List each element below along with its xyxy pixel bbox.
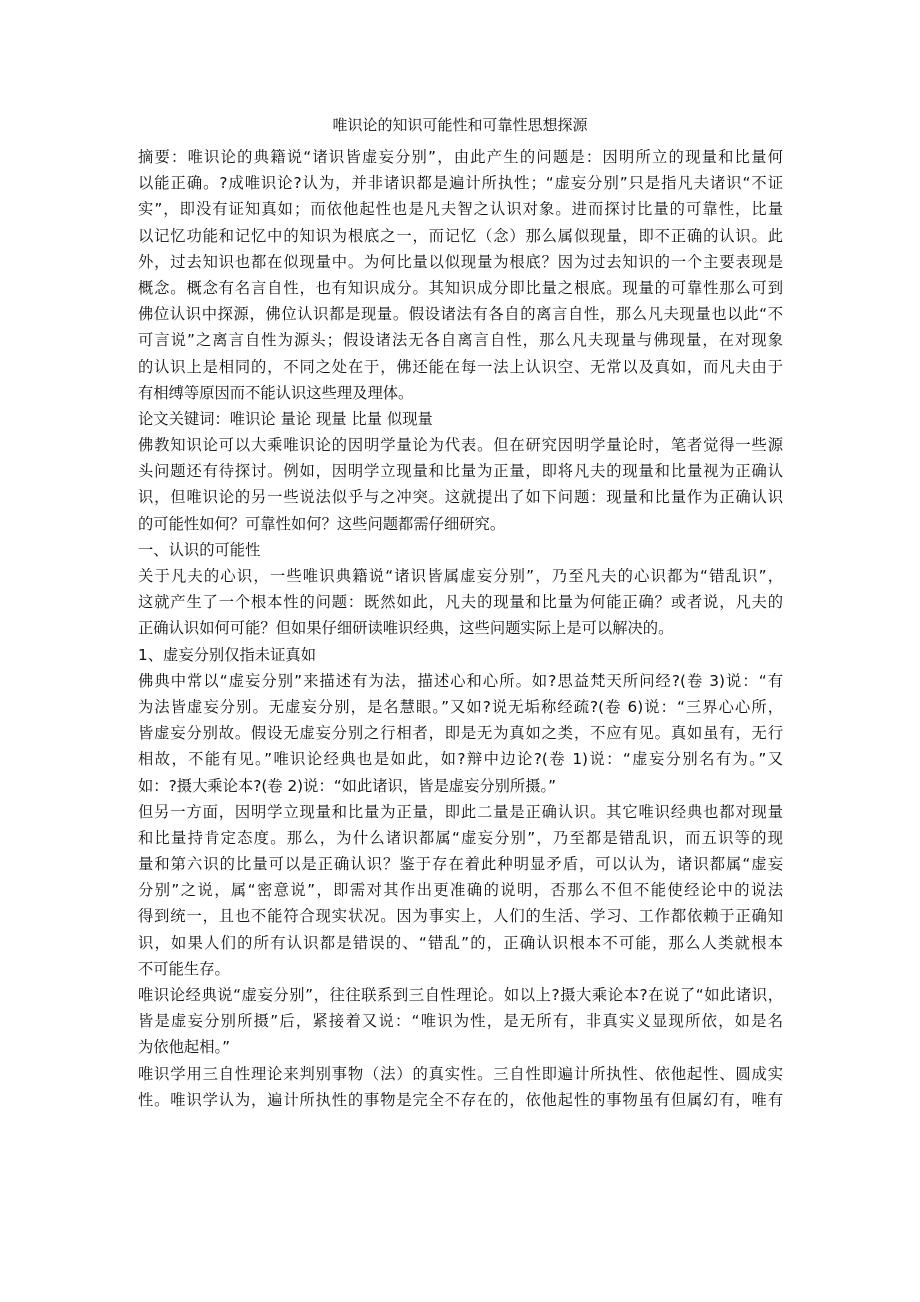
text-line: 分别”之说，属“密意说”，即需对其作出更准确的说明，否那么不但不能使经论中的说法 bbox=[138, 881, 783, 900]
text-line: 论文关键词：唯识论 量论 现量 比量 似现量 bbox=[138, 409, 433, 428]
text-line: 摘要：唯识论的典籍说“诸识皆虚妄分别”，由此产生的问题是：因明所立的现量和比量何 bbox=[138, 148, 783, 166]
paragraph bbox=[138, 642, 783, 668]
text-line: 头问题还有待探讨。例如，因明学立现量和比量为正量，即将凡夫的现量和比量视为正确认 bbox=[138, 462, 783, 481]
document-title: 唯识论的知识可能性和可靠性思想探源 bbox=[332, 116, 588, 134]
paragraph bbox=[138, 668, 783, 799]
text-line: 佛位认识中探源，佛位认识都是现量。假设诸法有各自的离言自性，那么凡夫现量也以此“不 bbox=[138, 305, 783, 324]
text-line: 以记忆功能和记忆中的知识为根底之一，而记忆（念）那么属似现量，即不正确的认识。此 bbox=[138, 226, 783, 245]
paragraph bbox=[138, 1061, 783, 1113]
text-line: 识，如果人们的所有认识都是错误的、“错乱”的，正确认识根本不可能，那么人类就根本 bbox=[138, 933, 783, 952]
text-line: 唯识学用三自性理论来判别事物（法）的真实性。三自性即遍计所执性、依他起性、圆成实 bbox=[138, 1064, 783, 1083]
text-line: 关于凡夫的心识，一些唯识典籍说“诸识皆属虚妄分别”，乃至凡夫的心识都为“错乱识”， bbox=[138, 567, 783, 585]
text-line: 佛教知识论可以大乘唯识论的因明学量论为代表。但在研究因明学量论时，笔者觉得一些源 bbox=[138, 436, 783, 455]
text-line: 得到统一，且也不能符合现实状况。因为事实上，人们的生活、学习、工作都依赖于正确知 bbox=[138, 907, 783, 926]
text-line: 1、虚妄分别仅指未证真如 bbox=[138, 645, 316, 664]
text-line: 这就产生了一个根本性的问题：既然如此，凡夫的现量和比量为何能正确？或者说，凡夫的 bbox=[138, 593, 783, 612]
text-line: 但另一方面，因明学立现量和比量为正量，即此二量是正确认识。其它唯识经典也都对现量 bbox=[138, 802, 783, 821]
text-line: 外，过去知识也都在似现量中。为何比量以似现量为根底？因为过去知识的一个主要表现是 bbox=[138, 252, 783, 271]
text-line: 佛典中常以“虚妄分别”来描述有为法，描述心和心所。如?思益梵天所问经?(卷 3)说：“有 bbox=[138, 671, 783, 690]
paragraph bbox=[138, 406, 783, 432]
text-line: 不可能生存。 bbox=[138, 959, 230, 978]
text-line: 如：?摄大乘论本?(卷 2)说：“如此诸识，皆是虚妄分别所摄。” bbox=[138, 776, 557, 795]
paragraph bbox=[138, 537, 783, 563]
text-line: 一、认识的可能性 bbox=[138, 540, 261, 559]
text-line: 和比量持肯定态度。那么，为什么诸识都属“虚妄分别”，乃至都是错乱识，而五识等的现 bbox=[138, 828, 783, 847]
text-line: 有相缚等原因而不能认识这些理及理体。 bbox=[138, 383, 414, 402]
text-line: 量和第六识的比量可以是正确认识？鉴于存在着此种明显矛盾，可以认为，诸识都属“虚妄 bbox=[138, 855, 783, 874]
text-line: 皆虚妄分别故。假设无虚妄分别之行相者，即是无为真如之类，不应有见。真如虽有，无行 bbox=[138, 724, 783, 743]
text-line: 性。唯识学认为，遍计所执性的事物是完全不存在的，依他起性的事物虽有但属幻有，唯有 bbox=[138, 1090, 783, 1109]
paragraph bbox=[138, 982, 783, 1061]
paragraph bbox=[138, 799, 783, 982]
text-line: 正确认识如何可能？但如果仔细研读唯识经典，这些问题实际上是可以解决的。 bbox=[138, 619, 674, 638]
text-line: 识，但唯识论的另一些说法似乎与之冲突。这就提出了如下问题：现量和比量作为正确认识 bbox=[138, 488, 783, 507]
text-line: 为法皆虚妄分别。无虚妄分别，是名慧眼。”又如?说无垢称经疏?(卷 6)说：“三界心心所， bbox=[138, 697, 783, 716]
paragraph bbox=[138, 432, 783, 537]
paragraph bbox=[138, 563, 783, 642]
text-line: 皆是虚妄分别所摄”后，紧接着又说：“唯识为性，是无所有，非真实义显现所依，如是名 bbox=[138, 1012, 783, 1031]
text-line: 为依他起相。” bbox=[138, 1038, 231, 1057]
text-line: 的可能性如何？可靠性如何？这些问题都需仔细研究。 bbox=[138, 514, 506, 533]
text-line: 唯识论经典说“虚妄分别”，往往联系到三自性理论。如以上?摄大乘论本?在说了“如此诸识， bbox=[138, 986, 783, 1004]
text-line: 的认识上是相同的，不同之处在于，佛还能在每一法上认识空、无常以及真如，而凡夫由于 bbox=[138, 357, 783, 376]
text-line: 相故，不能有见。”唯识论经典也是如此，如?辩中边论?(卷 1)说：“虚妄分别名有为。”又 bbox=[138, 750, 783, 769]
document-body bbox=[138, 144, 783, 1113]
text-line: 实”，即没有证知真如；而依他起性也是凡夫智之认识对象。进而探讨比量的可靠性，比量 bbox=[138, 200, 783, 219]
text-line: 概念。概念有名言自性，也有知识成分。其知识成分即比量之根底。现量的可靠性那么可到 bbox=[138, 278, 783, 297]
paragraph bbox=[138, 144, 783, 406]
text-line: 以能正确。?成唯识论?认为，并非诸识都是遍计所执性；“虚妄分别”只是指凡夫诸识“不证 bbox=[138, 174, 783, 193]
text-line: 可言说”之离言自性为源头；假设诸法无各自离言自性，那么凡夫现量与佛现量，在对现象 bbox=[138, 331, 783, 350]
